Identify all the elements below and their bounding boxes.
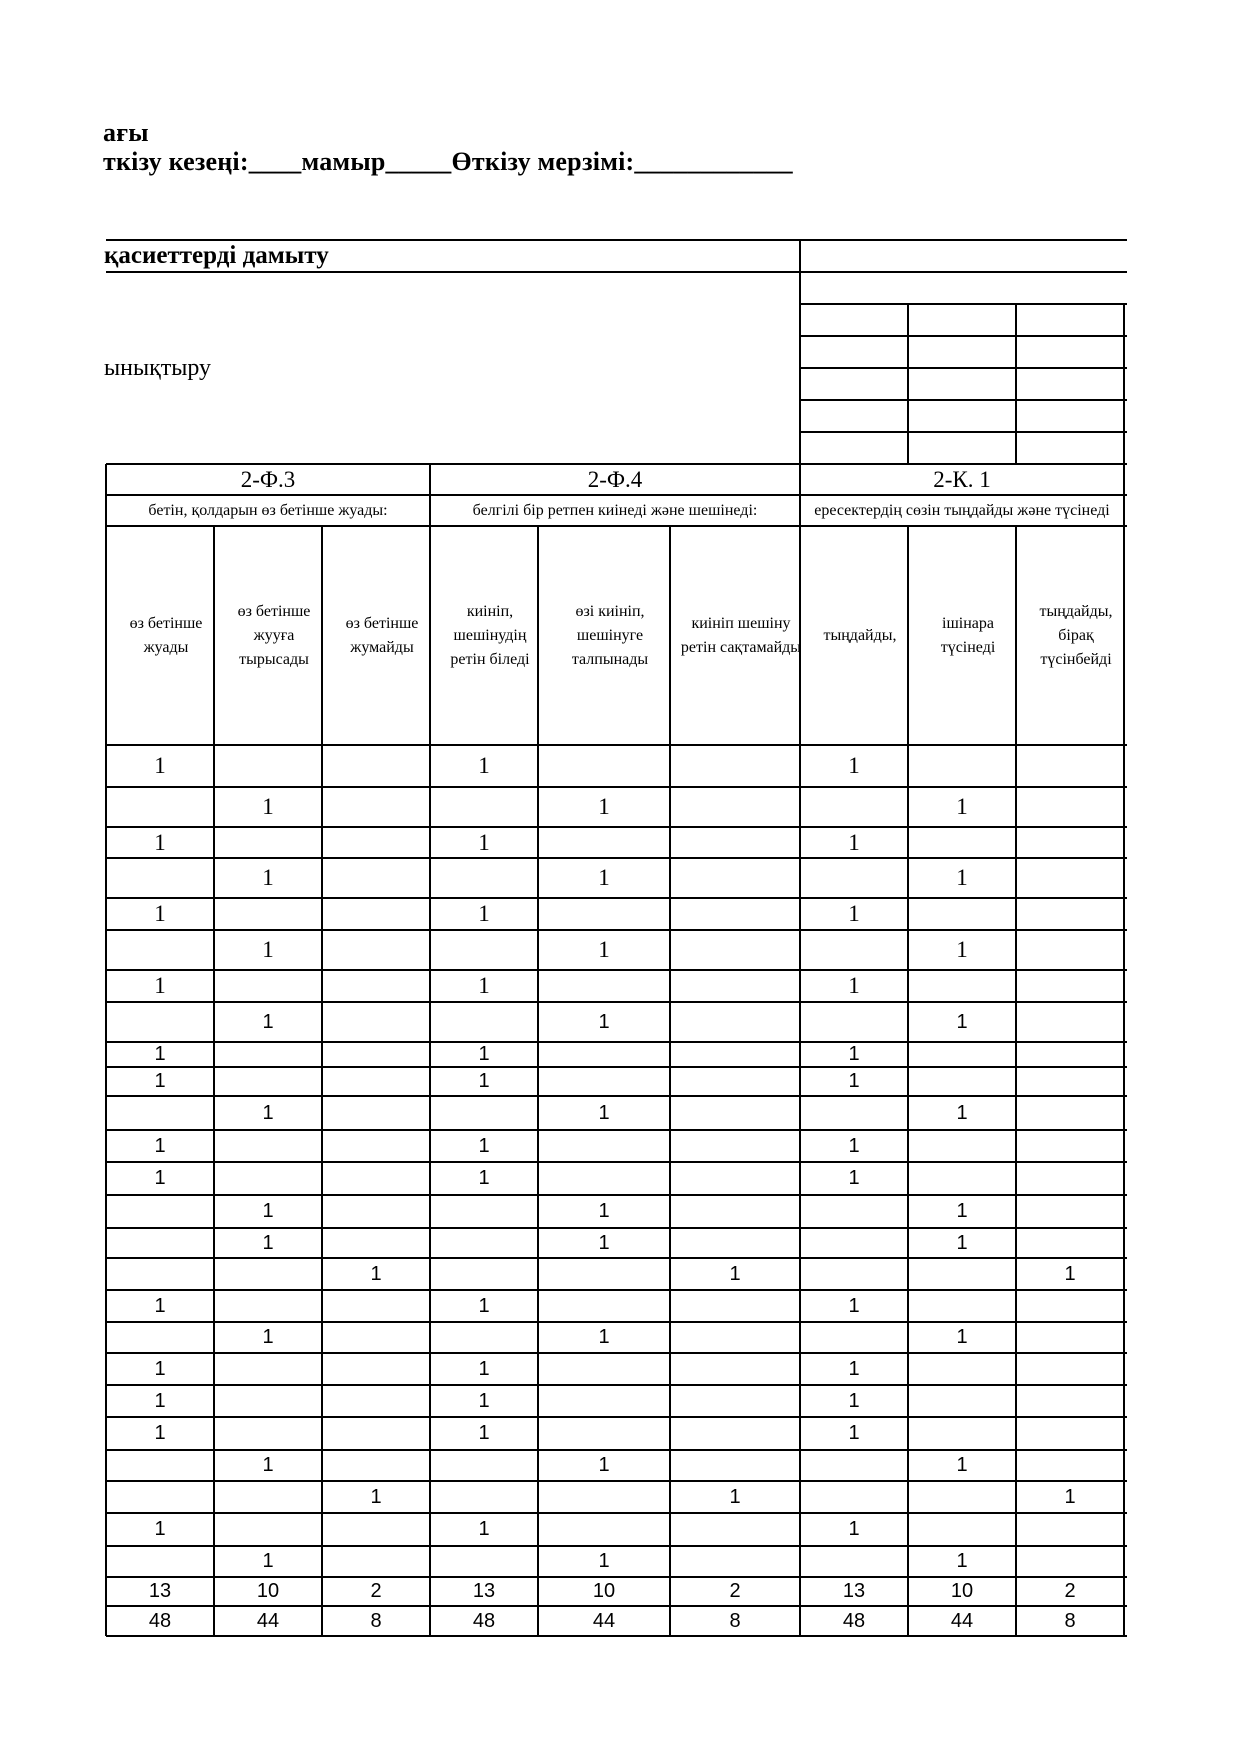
total-cell: 44 [592, 1609, 616, 1632]
header-line-2: ткізу кезеңі:____мамыр_____Өткізу мерзімі:____________ [103, 147, 793, 176]
table-cell [430, 1096, 538, 1130]
table-cell: 1 [478, 829, 490, 855]
table-cell: 1 [154, 1389, 166, 1412]
table-cell [670, 1195, 800, 1228]
table-cell: 1 [154, 1134, 166, 1157]
column-header: өз бетінше жуады [129, 614, 203, 656]
total-cell: 8 [1064, 1609, 1076, 1632]
table-cell [1016, 1385, 1124, 1417]
table-cell [538, 827, 670, 858]
table-cell: 1 [956, 1231, 968, 1254]
table-cell [214, 970, 322, 1002]
table-cell: 1 [848, 1389, 860, 1412]
table-cell [322, 1228, 430, 1258]
table-cell [538, 1385, 670, 1417]
table-cell [800, 1481, 908, 1513]
table-cell: 1 [154, 1518, 166, 1540]
table-cell [1016, 1162, 1124, 1195]
table-cell [1016, 787, 1124, 827]
table-cell [1016, 1228, 1124, 1258]
table-cell [106, 930, 214, 970]
right-block-col [1123, 304, 1126, 464]
table-cell: 1 [154, 753, 166, 778]
table-cell [322, 1067, 430, 1096]
total-cell: 10 [950, 1580, 974, 1602]
table-cell [908, 1130, 1016, 1162]
table-cell: 1 [370, 1262, 382, 1285]
table-cell [538, 1481, 670, 1513]
total-cell: 2 [1064, 1580, 1076, 1602]
table-cell [430, 858, 538, 898]
total-cell: 44 [256, 1609, 280, 1632]
table-cell [214, 1162, 322, 1195]
table-cell: 1 [848, 1167, 860, 1189]
table-cell [214, 1067, 322, 1096]
table-cell [800, 1195, 908, 1228]
table-cell: 1 [956, 937, 968, 962]
table-cell [214, 1042, 322, 1067]
right-block-line [800, 399, 1127, 402]
table-cell [322, 1042, 430, 1067]
table-cell: 1 [154, 901, 166, 926]
table-cell [214, 745, 322, 787]
table-cell [106, 1195, 214, 1228]
right-block-line [800, 367, 1127, 370]
table-cell [430, 1195, 538, 1228]
table-cell [214, 827, 322, 858]
total-cell: 8 [729, 1609, 741, 1632]
table-cell [670, 1096, 800, 1130]
table-cell [214, 1353, 322, 1385]
section-left-text: ынықтыру [104, 355, 212, 381]
total-cell: 8 [370, 1609, 382, 1632]
table-cell: 1 [956, 865, 968, 890]
table-cell [670, 1042, 800, 1067]
table-cell: 1 [956, 1550, 968, 1572]
table-cell [322, 1546, 430, 1577]
section-top-border [106, 239, 1127, 242]
group-subtitle-2: белгілі бір ретпен киінеді және шешінеді: [472, 501, 758, 519]
table-cell [1016, 898, 1124, 930]
total-cell: 48 [148, 1609, 172, 1632]
table-cell [670, 1417, 800, 1450]
table-cell [1016, 1042, 1124, 1067]
table-cell: 1 [598, 1326, 610, 1348]
column-header: ішінара түсінеді [940, 614, 996, 656]
table-cell [1016, 745, 1124, 787]
table-cell [322, 1096, 430, 1130]
table-cell [106, 1546, 214, 1577]
table-cell [670, 1002, 800, 1042]
table-cell [322, 898, 430, 930]
table-cell [1016, 1417, 1124, 1450]
table-cell [322, 1417, 430, 1450]
table-cell: 1 [154, 1043, 166, 1065]
right-block-line [800, 431, 1127, 434]
table-cell: 1 [262, 1454, 274, 1476]
table-cell: 1 [478, 973, 490, 998]
table-cell: 1 [848, 1134, 860, 1157]
table-cell: 1 [956, 1326, 968, 1348]
total-cell: 44 [950, 1609, 974, 1632]
table-cell: 1 [478, 1043, 490, 1065]
table-cell [800, 1002, 908, 1042]
table-cell [322, 930, 430, 970]
table-cell [538, 1258, 670, 1290]
table-cell: 1 [154, 1167, 166, 1189]
table-cell [670, 1450, 800, 1481]
table-cell [538, 1162, 670, 1195]
column-header: тыңдайды, [823, 626, 897, 644]
table-cell: 1 [848, 1070, 860, 1092]
table-cell [214, 898, 322, 930]
table-cell [106, 1096, 214, 1130]
table-cell [322, 1513, 430, 1546]
table-cell [1016, 1290, 1124, 1322]
table-cell [1016, 1450, 1124, 1481]
table-cell: 1 [478, 1070, 490, 1092]
table-cell [670, 1130, 800, 1162]
table-cell: 1 [848, 753, 860, 778]
table-cell: 1 [478, 1389, 490, 1412]
table-cell: 1 [478, 1422, 490, 1444]
header-line-1: ағы [103, 118, 149, 147]
table-cell [908, 898, 1016, 930]
table-cell: 1 [370, 1485, 382, 1508]
table-cell: 1 [848, 1422, 860, 1444]
table-cell [670, 930, 800, 970]
table-cell [908, 827, 1016, 858]
table-cell [908, 1417, 1016, 1450]
table-cell: 1 [478, 1134, 490, 1157]
table-cell [106, 1228, 214, 1258]
group-code-3: 2-К. 1 [933, 466, 991, 492]
table-cell [322, 1450, 430, 1481]
table-cell [322, 1353, 430, 1385]
group-subtitle-1: бетін, қолдарын өз бетінше жуады: [148, 501, 388, 519]
table-cell [908, 1042, 1016, 1067]
table-cell: 1 [478, 1518, 490, 1540]
table-cell: 1 [956, 1200, 968, 1222]
table-cell [430, 1002, 538, 1042]
table-cell [430, 1258, 538, 1290]
table-cell: 1 [262, 1550, 274, 1572]
table-cell: 1 [154, 973, 166, 998]
table-cell [538, 745, 670, 787]
table-cell [322, 1290, 430, 1322]
table-cell: 1 [598, 937, 610, 962]
table-cell: 1 [598, 1231, 610, 1254]
table-cell: 1 [262, 937, 274, 962]
table-cell: 1 [262, 794, 274, 819]
table-cell [800, 1228, 908, 1258]
column-header: өзі киініп, шешінуге талпынады [571, 602, 649, 668]
total-cell: 2 [370, 1580, 382, 1602]
table-cell [908, 1258, 1016, 1290]
table-cell [800, 1096, 908, 1130]
table-cell [1016, 1546, 1124, 1577]
table-cell: 1 [1064, 1485, 1076, 1508]
table-cell: 1 [154, 1070, 166, 1092]
table-cell: 1 [598, 1550, 610, 1572]
column-header: өз бетінше жумайды [345, 614, 419, 656]
table-cell: 1 [154, 1294, 166, 1317]
table-cell [322, 858, 430, 898]
total-cell: 13 [842, 1580, 866, 1602]
table-cell: 1 [154, 829, 166, 855]
table-cell [670, 1162, 800, 1195]
table-cell: 1 [598, 1010, 610, 1033]
table-cell [322, 827, 430, 858]
table-cell [670, 1385, 800, 1417]
table-cell [1016, 970, 1124, 1002]
table-cell: 1 [262, 1010, 274, 1033]
table-cell: 1 [848, 1294, 860, 1317]
table-cell [1016, 1096, 1124, 1130]
table-cell [670, 858, 800, 898]
table-cell [538, 1513, 670, 1546]
table-cell [670, 827, 800, 858]
column-header: киініп, шешінудің ретін біледі [450, 602, 530, 668]
table-cell: 1 [262, 1231, 274, 1254]
table-cell [1016, 1130, 1124, 1162]
table-cell: 1 [598, 865, 610, 890]
table-cell [322, 1195, 430, 1228]
table-cell [538, 1130, 670, 1162]
table-cell [214, 1417, 322, 1450]
table-cell [538, 1290, 670, 1322]
table-cell [1016, 1067, 1124, 1096]
table-cell [670, 1513, 800, 1546]
table-cell [1016, 1353, 1124, 1385]
table-cell [800, 787, 908, 827]
table-cell: 1 [848, 829, 860, 855]
total-cell: 48 [472, 1609, 496, 1632]
table-cell: 1 [848, 1518, 860, 1540]
table-cell: 1 [598, 794, 610, 819]
table-cell [800, 1450, 908, 1481]
table-cell: 1 [478, 1357, 490, 1380]
table-cell [322, 1002, 430, 1042]
table-cell: 1 [262, 1326, 274, 1348]
table-cell: 1 [848, 901, 860, 926]
table-cell [670, 1546, 800, 1577]
column-header: өз бетінше жууға тырысады [237, 602, 311, 668]
table-cell [670, 1228, 800, 1258]
table-cell [214, 1513, 322, 1546]
table-cell: 1 [154, 1422, 166, 1444]
table-cell: 1 [598, 1454, 610, 1476]
column-header: киініп шешіну ретін сақтамайды [680, 614, 802, 656]
table-cell [106, 1450, 214, 1481]
right-block-line [800, 303, 1127, 306]
right-block-line [800, 335, 1127, 338]
table-cell [1016, 1195, 1124, 1228]
table-cell [908, 970, 1016, 1002]
table-cell [908, 1513, 1016, 1546]
table-cell [430, 1481, 538, 1513]
group-code-1: 2-Ф.3 [240, 466, 296, 492]
table-cell: 1 [262, 1101, 274, 1124]
table-cell [106, 1481, 214, 1513]
right-block-col [1015, 304, 1018, 464]
table-cell: 1 [956, 1010, 968, 1033]
table-cell: 1 [956, 1454, 968, 1476]
right-block-col [907, 304, 910, 464]
table-cell [670, 1067, 800, 1096]
total-cell: 10 [592, 1580, 616, 1602]
table-cell: 1 [478, 1167, 490, 1189]
table-cell: 1 [598, 1200, 610, 1222]
table-cell [670, 787, 800, 827]
table-cell [908, 1067, 1016, 1096]
table-cell [106, 1002, 214, 1042]
table-cell [430, 1546, 538, 1577]
table-cell [322, 787, 430, 827]
table-cell [670, 970, 800, 1002]
table-cell [322, 1162, 430, 1195]
total-cell: 13 [148, 1580, 172, 1602]
table-cell [322, 1322, 430, 1353]
table-cell: 1 [154, 1357, 166, 1380]
table-cell [430, 1450, 538, 1481]
table-cell [538, 898, 670, 930]
table-cell [430, 1228, 538, 1258]
table-cell [538, 1067, 670, 1096]
total-cell: 13 [472, 1580, 496, 1602]
table-cell: 1 [848, 1043, 860, 1065]
table-cell [800, 858, 908, 898]
table-cell [430, 787, 538, 827]
table-cell: 1 [478, 1294, 490, 1317]
total-cell: 10 [256, 1580, 280, 1602]
table-cell [670, 745, 800, 787]
table-cell [1016, 858, 1124, 898]
table-cell [106, 787, 214, 827]
section-title: қасиеттерді дамыту [104, 242, 329, 269]
table-cell [1016, 1513, 1124, 1546]
table-cell [800, 1322, 908, 1353]
table-cell [214, 1130, 322, 1162]
column-header: тыңдайды, бірақ түсінбейді [1039, 602, 1113, 668]
table-cell: 1 [1064, 1262, 1076, 1285]
table-cell: 1 [729, 1485, 741, 1508]
table-cell [670, 1353, 800, 1385]
table-cell [214, 1290, 322, 1322]
table-cell [106, 1322, 214, 1353]
table-cell [430, 1322, 538, 1353]
total-cell: 2 [729, 1580, 741, 1602]
group-code-2: 2-Ф.4 [587, 466, 643, 492]
table-cell [322, 970, 430, 1002]
table-cell [908, 1481, 1016, 1513]
table-cell: 1 [478, 753, 490, 778]
table-cell: 1 [956, 1101, 968, 1124]
table-cell: 1 [262, 865, 274, 890]
table-cell [322, 1385, 430, 1417]
table-cell: 1 [478, 901, 490, 926]
table-cell [538, 1353, 670, 1385]
table-cell [670, 1290, 800, 1322]
table-cell [538, 1417, 670, 1450]
table-cell [538, 970, 670, 1002]
table-cell [538, 1042, 670, 1067]
group-subtitle-3: ересектердің сөзін тыңдайды және түсінеді [814, 501, 1110, 519]
table-cell: 1 [956, 794, 968, 819]
table-cell [106, 858, 214, 898]
table-cell [800, 1258, 908, 1290]
table-cell: 1 [598, 1101, 610, 1124]
table-cell [1016, 1002, 1124, 1042]
table-cell [670, 898, 800, 930]
table-cell [1016, 827, 1124, 858]
table-cell [214, 1481, 322, 1513]
table-cell [430, 930, 538, 970]
total-cell: 48 [842, 1609, 866, 1632]
table-cell [214, 1258, 322, 1290]
table-cell [322, 1130, 430, 1162]
table-cell [1016, 1322, 1124, 1353]
table-cell: 1 [262, 1200, 274, 1222]
table-cell [214, 1385, 322, 1417]
section-title-border [106, 271, 1127, 274]
table-cell [322, 745, 430, 787]
table-cell [908, 1162, 1016, 1195]
table-cell: 1 [848, 973, 860, 998]
table-cell [670, 1322, 800, 1353]
table-cell [908, 1290, 1016, 1322]
table-cell [106, 1258, 214, 1290]
table-cell [1016, 930, 1124, 970]
table-cell: 1 [729, 1262, 741, 1285]
table-cell [800, 1546, 908, 1577]
table-cell [800, 930, 908, 970]
table-cell: 1 [848, 1357, 860, 1380]
table-cell [908, 1353, 1016, 1385]
table-cell [908, 1385, 1016, 1417]
table-cell [908, 745, 1016, 787]
